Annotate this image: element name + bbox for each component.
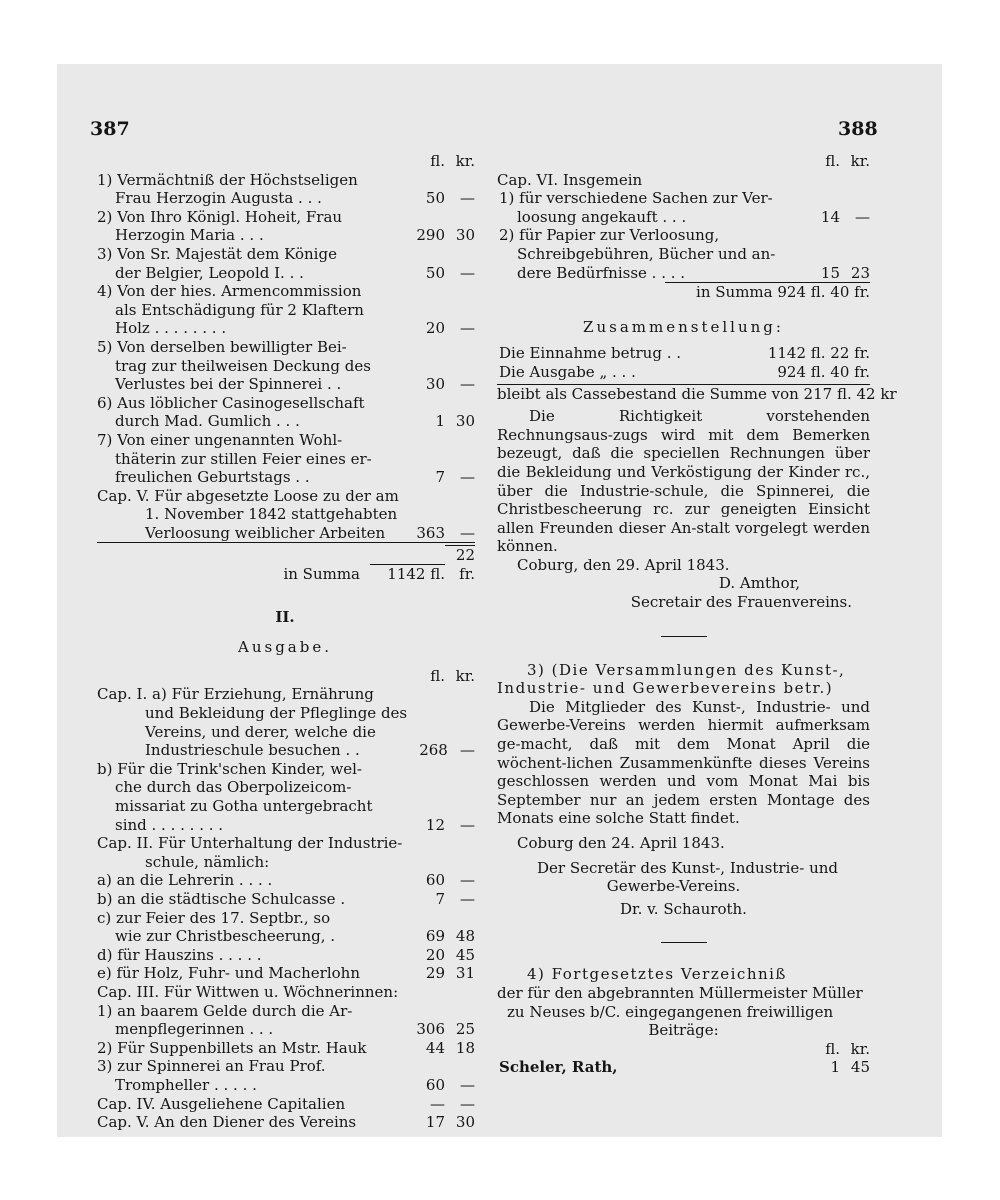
left-column: [95, 152, 475, 1132]
expense-entry-row: [95, 1002, 475, 1039]
expense-entry-amount-kreuzer: —: [460, 1075, 475, 1094]
expense-entry-amount-kreuzer: 31: [455, 964, 475, 983]
currency-kreuzer-label-right: kr.: [850, 152, 870, 170]
expense-entry-text: [95, 909, 400, 946]
income-entry-row: [95, 208, 475, 245]
expense-entry-text: [95, 1095, 400, 1114]
income-entry-text-line: Cap. V. Für abgesetzte Loose zu der am: [97, 486, 399, 505]
expense-entry-text-line: Industrieschule besuchen . .: [145, 741, 360, 760]
misc-entry-amount-florin: 14: [820, 207, 840, 226]
income-entry-text-line: 1) Vermächtniß der Höchstseligen: [97, 170, 358, 189]
misc-entry-row: [497, 226, 870, 282]
separator-2: [497, 942, 870, 943]
expense-entry-text: [95, 1039, 400, 1058]
misc-entry-text-line: 1) für verschiedene Sachen zur Ver-: [499, 189, 773, 208]
section-title: Ausgabe.: [238, 638, 332, 657]
expense-entry-text: [95, 1057, 400, 1094]
summary-row: [497, 344, 870, 363]
currency-florin-label: fl.: [430, 152, 445, 170]
income-entry-amount-kreuzer: 30: [455, 412, 475, 431]
expense-entry-row: [95, 1057, 475, 1094]
right-column: [497, 152, 897, 1077]
expense-entry-text-line: 3) zur Spinnerei an Frau Prof.: [97, 1057, 326, 1076]
expense-entry-amount-kreuzer: 30: [455, 1113, 475, 1132]
expense-entry-amount-florin: 60: [425, 1075, 445, 1094]
section-number: II.: [275, 607, 295, 626]
income-entry-amount-florin: 20: [425, 319, 445, 338]
summary-label: Die Ausgabe „ . . .: [499, 362, 636, 381]
expense-entry-row: [95, 760, 475, 834]
list-title-line-3: zu Neuses b/C. eingegangenen freiwilligen: [507, 1002, 834, 1021]
income-entry-amount-kreuzer: —: [460, 319, 475, 338]
income-total-row: [95, 545, 475, 583]
expense-entry-amount-florin: 44: [425, 1038, 445, 1057]
signature-name-2: Dr. v. Schauroth.: [620, 899, 747, 918]
income-entry-text-line: 2) Von Ihro Königl. Hoheit, Frau: [97, 207, 343, 226]
expense-entry-amount-kreuzer: 45: [455, 945, 475, 964]
expense-entry-text: [95, 760, 400, 834]
income-entry-amount-kreuzer: 30: [455, 226, 475, 245]
expense-entry-amount-florin: 17: [425, 1113, 445, 1132]
expense-entry-text-line: wie zur Christbescheerung, .: [115, 927, 336, 946]
misc-entry-text: [497, 226, 795, 282]
cap-vi-title: Cap. VI. Insgemein: [497, 170, 643, 189]
expense-entry-amount-kreuzer: —: [460, 1094, 475, 1113]
income-entry-amount-kreuzer: —: [460, 375, 475, 394]
expense-entry-amount-kreuzer: —: [460, 889, 475, 908]
misc-entry-amount-kreuzer: 23: [850, 263, 870, 282]
expense-entry-text-line: Cap. I. a) Für Erziehung, Ernährung: [97, 685, 374, 704]
list-title-line-4: Beiträge:: [648, 1021, 719, 1040]
income-total-kreuzer: 22 fr.: [445, 545, 475, 583]
expense-entry-text-line: 1) an baarem Gelde durch die Ar-: [97, 1001, 353, 1020]
currency-header-list: [497, 1040, 870, 1059]
currency-header-right: [497, 152, 870, 171]
expense-entry-text-line: menpflegerinnen . . .: [115, 1020, 274, 1039]
income-entry-text-line: Herzogin Maria . . .: [115, 226, 264, 245]
expense-entry-text-line: Cap. V. An den Diener des Vereins: [97, 1113, 357, 1132]
contribution-florin: 1: [830, 1058, 840, 1077]
page-number-left: 387: [90, 118, 130, 140]
expense-entry-text: [95, 1113, 400, 1132]
expense-entry-row: [95, 946, 475, 965]
income-entry-text: [95, 338, 400, 394]
expense-entry-amount-florin: 12: [425, 815, 445, 834]
expense-entry-amount-florin: 60: [425, 871, 445, 890]
contribution-kreuzer: 45: [850, 1058, 870, 1077]
expense-total: in Summa 924 fl. 40 fr.: [665, 282, 870, 302]
income-entry-text-line: 6) Aus löblicher Casinogesellschaft: [97, 393, 365, 412]
expense-entry-amount-florin: —: [430, 1094, 445, 1113]
income-entry-amount-kreuzer: —: [445, 524, 475, 544]
expense-entry-amount-kreuzer: —: [460, 815, 475, 834]
currency-florin-label-right: fl.: [825, 152, 840, 170]
signature-title-1: Secretair des Frauenvereins.: [630, 593, 852, 612]
expense-entry-text-line: und Bekleidung der Pfleglinge des: [145, 704, 408, 723]
date-coburg-1: Coburg, den 29. April 1843.: [517, 555, 730, 574]
expense-entry-amount-kreuzer: 48: [455, 927, 475, 946]
expense-entry-text-line: missariat zu Gotha untergebracht: [115, 797, 373, 815]
expense-entry-amount-kreuzer: —: [460, 871, 475, 890]
currency-kreuzer-label-2: kr.: [455, 666, 475, 685]
income-entry-row: [95, 431, 475, 487]
expense-entry-amount-kreuzer: 18: [455, 1038, 475, 1057]
currency-kreuzer-label-list: kr.: [850, 1039, 870, 1058]
expense-entry-amount-florin: 20: [425, 945, 445, 964]
misc-entry-amount-kreuzer: —: [855, 207, 870, 226]
expense-entry-text-line: c) zur Feier des 17. Septbr., so: [97, 908, 331, 927]
income-entry-amount-kreuzer: —: [460, 189, 475, 208]
income-entry-text-line: Verlustes bei der Spinnerei . .: [115, 375, 342, 394]
expense-entry-text-line: schule, nämlich:: [145, 852, 270, 871]
income-entry-text-line: 4) Von der hies. Armencommission: [97, 282, 362, 301]
expense-entry-text-line: Vereins, und derer, welche die: [145, 722, 376, 741]
expense-entry-amount-kreuzer: 25: [455, 1020, 475, 1039]
expense-entry-row: [95, 1095, 475, 1114]
expense-entry-amount-florin: 69: [425, 927, 445, 946]
list-title-line-1: 4) Fortgesetztes Verzeichniß: [527, 965, 787, 984]
summary-value: 1142 fl. 22 fr.: [767, 344, 870, 363]
summary-row: [497, 363, 870, 382]
signature-line-1: Der Secretär des Kunst-, Industrie- und: [537, 858, 839, 877]
expense-entry-text: [95, 871, 400, 890]
expense-entry-text-line: b) Für die Trink'schen Kinder, wel-: [97, 759, 362, 778]
expense-entry-text: [95, 983, 400, 1002]
summary-rows: [497, 344, 870, 381]
date-coburg-2: Coburg den 24. April 1843.: [517, 834, 725, 852]
signature-line-2: Gewerbe-Vereins.: [606, 877, 741, 896]
misc-entry-text-line: Schreibgebühren, Bücher und an-: [517, 244, 776, 263]
income-entry-text-line: freulichen Geburtstags . .: [115, 468, 310, 487]
expense-entry-text-line: sind . . . . . . . .: [115, 815, 224, 834]
contribution-row: [497, 1058, 870, 1077]
income-entry-text-line: Holz . . . . . . . .: [115, 319, 227, 338]
income-entry-text: [95, 394, 400, 431]
income-entry-text-line: 1. November 1842 stattgehabten: [145, 505, 398, 524]
expense-total-row: [497, 282, 870, 302]
cash-balance-line: bleibt als Cassebestand die Summe von 217 fl. 42 kr: [497, 384, 897, 403]
list-title-line-2: der für den abgebrannten Müllermeister Müller: [497, 983, 863, 1002]
income-entry-text-line: 3) Von Sr. Majestät dem Könige: [97, 244, 337, 263]
separator-1: [497, 636, 870, 637]
expense-entry-text-line: che durch das Oberpolizeicom-: [115, 778, 352, 797]
income-entries: [95, 171, 475, 544]
misc-entry-text-line: 2) für Papier zur Verloosung,: [499, 226, 720, 245]
expense-entry-text-line: Cap. III. Für Wittwen u. Wöchnerinnen:: [97, 982, 399, 1001]
notice-title-line-1: 3) (Die Versammlungen des Kunst-,: [527, 660, 846, 679]
income-entry-amount-kreuzer: —: [460, 468, 475, 487]
expense-entry-row: [95, 909, 475, 946]
expense-entry-row: [95, 871, 475, 890]
currency-header: [95, 152, 475, 171]
income-entry-amount-florin: 290: [416, 226, 445, 245]
summary-label: Die Einnahme betrug . .: [499, 344, 682, 363]
audit-paragraph: Die Richtigkeit vorstehenden Rechnungsaus-zugs wird mit dem Bemerken bezeugt, daß die speciellen Rechnungen über die Bekleidung und Verköstigung der Kinder rc., über die Industrie-schule, die Spinnerei, die Christbescheerung rc. zur geneigten Einsicht allen Freunden dieser An-stalt vorgelegt werden können.: [497, 407, 870, 556]
expense-entry-text-line: e) für Holz, Fuhr- und Macherlohn: [97, 964, 360, 983]
expense-entry-text: [95, 685, 407, 759]
income-entry-row: [95, 282, 475, 338]
income-entry-amount-florin: 50: [425, 189, 445, 208]
currency-kreuzer-label: kr.: [455, 152, 475, 170]
expense-entry-text-line: 2) Für Suppenbillets an Mstr. Hauk: [97, 1038, 367, 1057]
misc-entry-text: [497, 189, 795, 226]
income-entry-row: [95, 171, 475, 208]
expense-entries: [95, 685, 475, 1131]
expense-entry-amount-florin: 306: [416, 1020, 445, 1039]
summary-title: Zusammenstellung:: [583, 317, 784, 336]
expense-entry-amount-florin: 7: [435, 889, 445, 908]
page-number-right: 388: [838, 118, 878, 140]
income-entry-text-line: 5) Von derselben bewilligter Bei-: [97, 337, 347, 356]
income-entry-row: [95, 394, 475, 431]
misc-entry-row: [497, 189, 870, 226]
expense-entry-text-line: a) an die Lehrerin . . . .: [97, 871, 273, 890]
income-entry-text: [95, 431, 400, 487]
misc-entry-text-line: dere Bedürfnisse . . . .: [517, 263, 686, 282]
income-entry-text-line: der Belgier, Leopold I. . .: [115, 263, 304, 282]
expense-entry-text-line: Cap. II. Für Unterhaltung der Industrie-: [97, 834, 403, 853]
misc-expense-entries: [497, 189, 870, 282]
misc-entry-text-line: loosung angekauft . . .: [517, 207, 687, 226]
expense-entry-text-line: Cap. IV. Ausgeliehene Capitalien: [97, 1094, 346, 1113]
income-entry-row: [95, 487, 475, 544]
expense-entry-row: [95, 685, 475, 759]
expense-entry-text: [95, 964, 400, 983]
income-entry-text-line: durch Mad. Gumlich . . .: [115, 412, 300, 431]
income-entry-text: [95, 487, 400, 544]
income-entry-amount-florin: 30: [425, 375, 445, 394]
income-entry-text-line: thäterin zur stillen Feier eines er-: [115, 449, 372, 468]
income-total-label: in Summa: [283, 565, 360, 584]
expense-entry-row: [95, 890, 475, 909]
summary-value: 924 fl. 40 fr.: [777, 362, 870, 381]
expense-entry-row: [95, 834, 475, 871]
currency-florin-label-2: fl.: [430, 666, 445, 685]
currency-florin-label-list: fl.: [825, 1039, 840, 1058]
expense-entry-amount-florin: 29: [425, 964, 445, 983]
income-entry-text-line: als Entschädigung für 2 Klaftern: [115, 300, 364, 319]
income-entry-text-line: Verloosung weiblicher Arbeiten: [97, 524, 400, 544]
notice-paragraph: Die Mitglieder des Kunst-, Industrie- und Gewerbe-Vereins werden hiermit aufmerksam ge-macht, daß mit dem Monat April die wöchent-lichen Zusammenkünfte dieses Vereins geschlossen werden und vom Monat Mai bis September nur an jedem ersten Montage des Monats eine solche Statt findet.: [497, 697, 870, 828]
income-entry-text: [95, 208, 400, 245]
expense-entry-text-line: d) für Hauszins . . . . .: [97, 945, 262, 964]
income-entry-amount-kreuzer: —: [460, 263, 475, 282]
expense-entry-row: [95, 983, 475, 1002]
income-entry-amount-florin: 7: [435, 468, 445, 487]
income-entry-text: [95, 171, 400, 208]
income-entry-text-line: Frau Herzogin Augusta . . .: [115, 189, 322, 208]
income-entry-text: [95, 282, 400, 338]
currency-header-2: [95, 667, 475, 686]
misc-entry-amount-florin: 15: [820, 263, 840, 282]
expense-entry-row: [95, 964, 475, 983]
expense-entry-text: [95, 834, 402, 871]
income-entry-row: [95, 245, 475, 282]
income-entry-row: [95, 338, 475, 394]
expense-entry-amount-florin: 268: [419, 741, 448, 760]
expense-entry-text-line: Trompheller . . . . .: [115, 1075, 257, 1094]
expense-entry-amount-kreuzer: —: [460, 741, 475, 760]
signature-name-1: D. Amthor,: [718, 574, 800, 593]
income-entry-text: [95, 245, 400, 282]
expense-entry-row: [95, 1039, 475, 1058]
income-entry-text-line: 7) Von einer ungenannten Wohl-: [97, 430, 343, 449]
expense-entry-text: [95, 1002, 400, 1039]
expense-entry-text-line: b) an die städtische Schulcasse .: [97, 889, 346, 908]
income-total-florin: 1142 fl.: [370, 564, 445, 584]
notice-title-line-2: Industrie- und Gewerbevereins betr.): [497, 679, 834, 698]
income-entry-amount-florin: 50: [425, 263, 445, 282]
expense-entry-row: [95, 1113, 475, 1132]
expense-entry-text: [95, 946, 400, 965]
contributor-name: Scheler, Rath,: [499, 1058, 618, 1077]
income-entry-text-line: trag zur theilweisen Deckung des: [115, 356, 371, 375]
income-entry-amount-florin: 363: [400, 524, 445, 544]
income-entry-amount-florin: 1: [435, 412, 445, 431]
expense-entry-text: [95, 890, 400, 909]
